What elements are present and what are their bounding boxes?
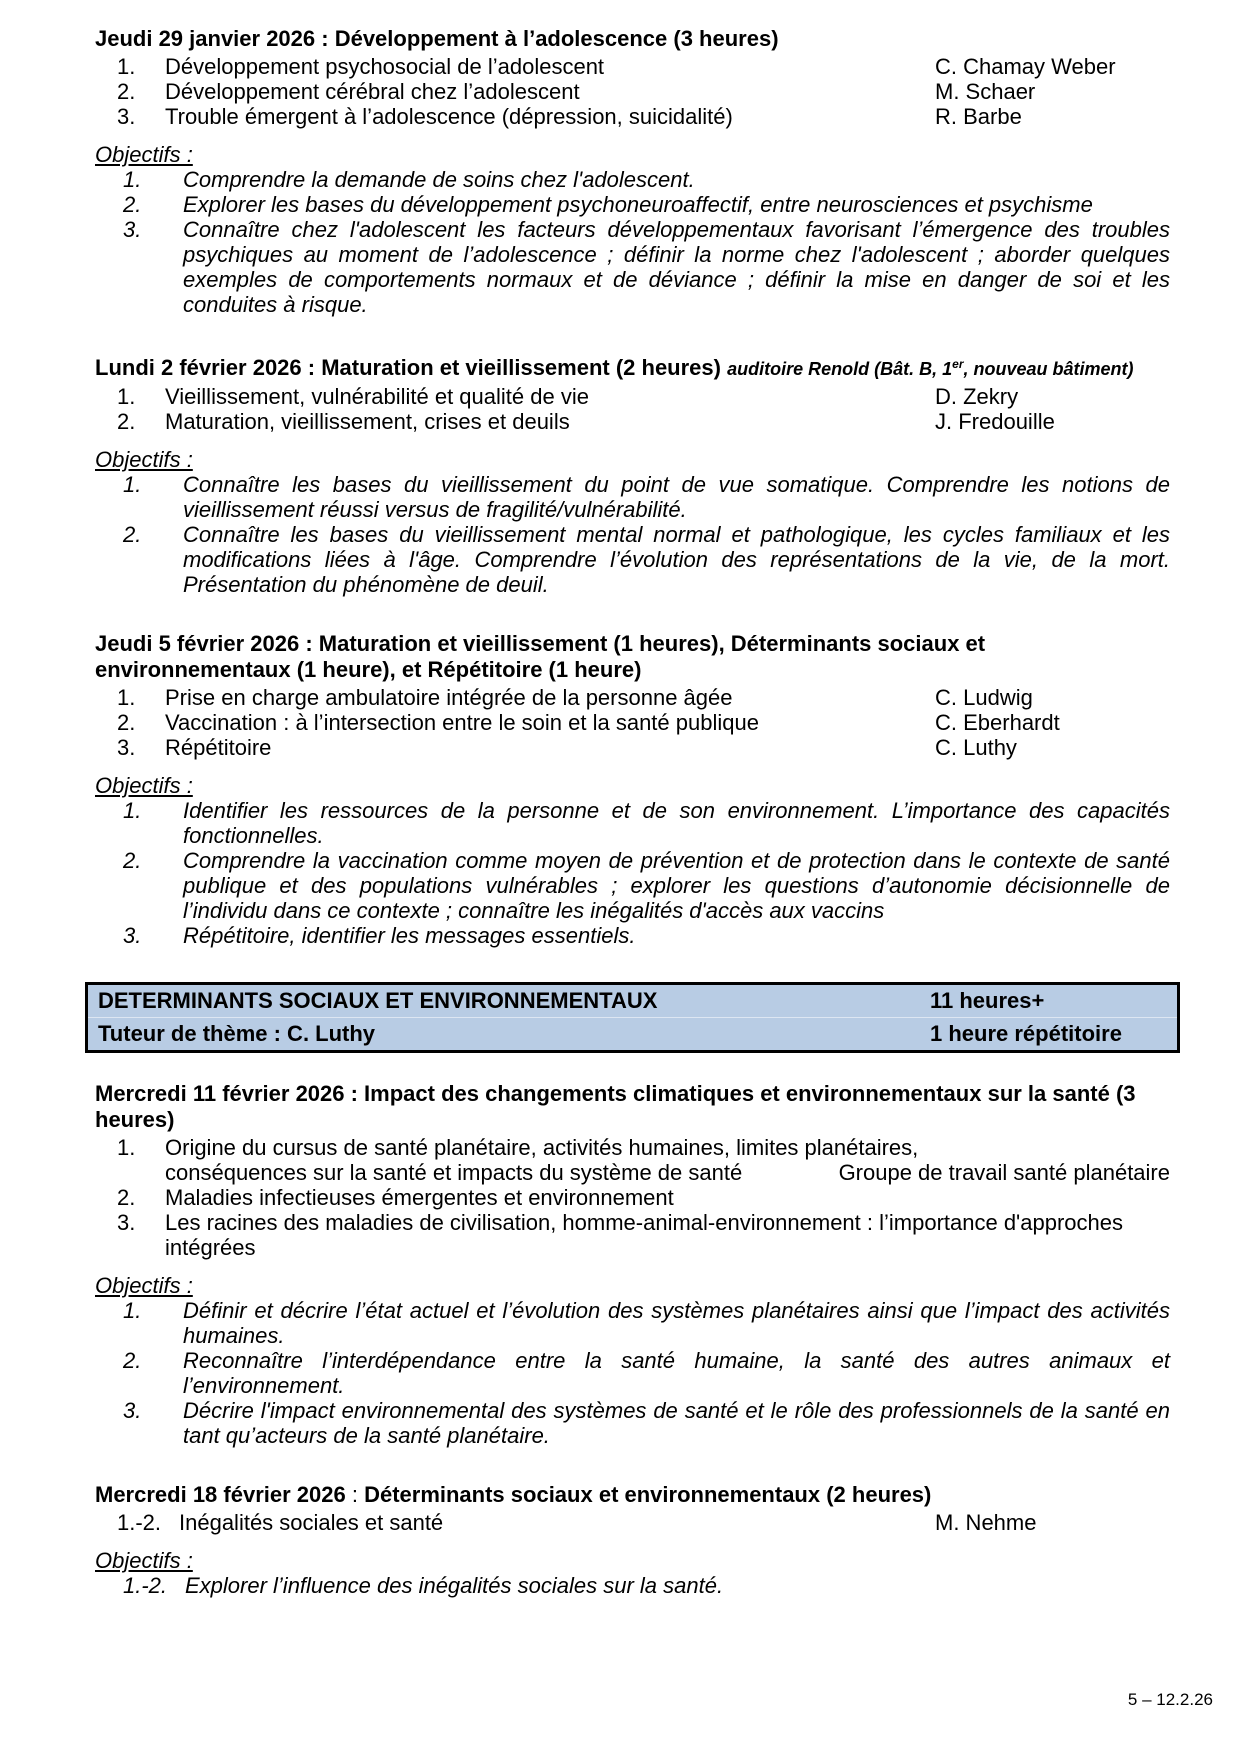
course-title-block (165, 1135, 1170, 1185)
course-row (95, 685, 1170, 710)
course-number: 1.-2. (117, 1510, 162, 1535)
course-row (95, 384, 1170, 409)
objective-text: Connaître chez l'adolescent les facteurs développementaux favorisant l’émergence des troubles psychiques au moment de l’adolescence ; définir la norme chez l'adolescent ; aborder quelques exemples de comportements normaux et de déviance ; définir la mise en danger de soi et les conduites à risque. (183, 217, 1170, 317)
course-number: 2. (117, 79, 136, 104)
session-2 (95, 351, 1170, 597)
course-title: Maladies infectieuses émergentes et environnement (165, 1185, 674, 1210)
objective-number: 2. (123, 192, 142, 217)
course-title: Les racines des maladies de civilisation, homme-animal-environnement : l’importance d'approches intégrées (165, 1210, 1123, 1260)
speaker-name: D. Zekry (935, 384, 1019, 409)
course-row (95, 1135, 1170, 1185)
objective-item (95, 217, 1170, 317)
note-superscript: er (952, 357, 964, 371)
session-heading-separator: : (345, 1482, 365, 1507)
objective-number: 3. (123, 1398, 142, 1423)
course-row (95, 710, 1170, 735)
objective-item (95, 1348, 1170, 1398)
course-title: Maturation, vieillissement, crises et deuils (165, 409, 570, 434)
theme-box-row (88, 1017, 1177, 1050)
objectifs-label: Objectifs : (95, 142, 193, 167)
session-heading-date: Mercredi 18 février 2026 (95, 1482, 346, 1507)
session-5 (95, 1482, 1170, 1598)
course-number: 3. (117, 1210, 136, 1235)
course-title: Développement cérébral chez l’adolescent (165, 79, 580, 104)
speaker-name: C. Luthy (935, 735, 1017, 760)
theme-title: DETERMINANTS SOCIAUX ET ENVIRONNEMENTAUX (98, 988, 658, 1013)
objective-item (95, 1298, 1170, 1348)
objective-text: Décrire l'impact environnemental des systèmes de santé et le rôle des professionnels de la santé en tant qu’acteurs de la santé planétaire. (183, 1398, 1170, 1448)
course-title: Vieillissement, vulnérabilité et qualité de vie (165, 384, 589, 409)
objectifs-label: Objectifs : (95, 773, 193, 798)
objective-number: 1. (123, 798, 142, 823)
course-title: Répétitoire (165, 735, 272, 760)
objective-number: 1. (123, 472, 142, 497)
objective-number: 3. (123, 217, 142, 242)
objective-item (95, 848, 1170, 923)
speaker-name: Groupe de travail santé planétaire (838, 1160, 1170, 1185)
objective-text: Comprendre la demande de soins chez l'adolescent. (183, 167, 695, 192)
course-number: 1. (117, 1135, 136, 1160)
session-heading (95, 351, 1170, 382)
objective-number: 2. (123, 848, 142, 873)
speaker-name: C. Eberhardt (935, 710, 1060, 735)
course-row (95, 79, 1170, 104)
objective-item (95, 167, 1170, 192)
course-number: 2. (117, 1185, 136, 1210)
objective-number: 1. (123, 1298, 142, 1323)
theme-hours: 11 heures+ (930, 988, 1045, 1013)
objective-text: Identifier les ressources de la personne et de son environnement. L’importance des capacités fonctionnelles. (183, 798, 1170, 848)
course-title: Développement psychosocial de l’adolescent (165, 54, 605, 79)
objective-text: Explorer l’influence des inégalités sociales sur la santé. (185, 1573, 724, 1598)
course-number: 3. (117, 735, 136, 760)
objective-number: 1.-2. (123, 1573, 168, 1598)
session-heading: Jeudi 29 janvier 2026 : Développement à l’adolescence (3 heures) (95, 26, 779, 51)
speaker-name: J. Fredouille (935, 409, 1055, 434)
objective-number: 2. (123, 1348, 142, 1373)
objective-text: Explorer les bases du développement psychoneuroaffectif, entre neurosciences et psychisme (183, 192, 1093, 217)
objective-text: Répétitoire, identifier les messages essentiels. (183, 923, 636, 948)
course-title: Inégalités sociales et santé (179, 1510, 444, 1535)
session-heading (95, 1482, 1170, 1508)
objective-text: Définir et décrire l’état actuel et l’évolution des systèmes planétaires ainsi que l’impact des activités humaines. (183, 1298, 1170, 1348)
course-row (95, 1185, 1170, 1210)
speaker-name: M. Schaer (935, 79, 1036, 104)
course-row (95, 1210, 1170, 1260)
objectifs-label: Objectifs : (95, 447, 193, 472)
objective-number: 2. (123, 522, 142, 547)
course-row (95, 1510, 1170, 1535)
theme-box-row (88, 985, 1177, 1017)
speaker-name: C. Chamay Weber (935, 54, 1116, 79)
objective-item (95, 1398, 1170, 1448)
session-heading-main: Lundi 2 février 2026 : Maturation et vieillissement (2 heures) (95, 355, 721, 380)
speaker-name: M. Nehme (935, 1510, 1037, 1535)
session-1 (95, 26, 1170, 317)
course-number: 1. (117, 54, 136, 79)
objective-item (95, 1573, 1170, 1598)
note-text: auditoire Renold (Bât. B, 1 (727, 359, 953, 379)
objective-item (95, 472, 1170, 522)
course-row (95, 104, 1170, 129)
theme-tutor: Tuteur de thème : C. Luthy (98, 1021, 376, 1046)
objective-number: 1. (123, 167, 142, 192)
speaker-name: C. Ludwig (935, 685, 1033, 710)
course-number: 2. (117, 710, 136, 735)
theme-box (85, 982, 1180, 1053)
course-title-continued: conséquences sur la santé et impacts du système de santé (165, 1160, 743, 1185)
course-number: 1. (117, 384, 136, 409)
course-number: 3. (117, 104, 136, 129)
course-title-line: Origine du cursus de santé planétaire, activités humaines, limites planétaires, (165, 1135, 919, 1160)
note-text: , nouveau bâtiment) (963, 359, 1134, 379)
objective-item (95, 923, 1170, 948)
speaker-name: R. Barbe (935, 104, 1022, 129)
course-title: Trouble émergent à l’adolescence (dépression, suicidalité) (165, 104, 733, 129)
session-4 (95, 1081, 1170, 1448)
objective-text: Connaître les bases du vieillissement mental normal et pathologique, les cycles familiaux et les modifications liées à l'âge. Comprendre l’évolution des représentations de la vie, de la mort. Présentation du phénomène de deuil. (183, 522, 1170, 597)
course-row (95, 54, 1170, 79)
session-heading-rest: Déterminants sociaux et environnementaux (2 heures) (364, 1482, 932, 1507)
course-title: Vaccination : à l’intersection entre le soin et la santé publique (165, 710, 759, 735)
course-number: 2. (117, 409, 136, 434)
objectifs-label: Objectifs : (95, 1273, 193, 1298)
theme-hours-extra: 1 heure répétitoire (930, 1021, 1122, 1046)
objective-number: 3. (123, 923, 142, 948)
objective-item (95, 522, 1170, 597)
objective-text: Reconnaître l’interdépendance entre la santé humaine, la santé des autres animaux et l’environnement. (183, 1348, 1170, 1398)
session-heading: Mercredi 11 février 2026 : Impact des changements climatiques et environnementaux sur la santé (3 heures) (95, 1081, 1136, 1132)
course-title: Prise en charge ambulatoire intégrée de la personne âgée (165, 685, 733, 710)
course-row (95, 409, 1170, 434)
session-location-note (727, 359, 1133, 379)
course-number: 1. (117, 685, 136, 710)
course-row (95, 735, 1170, 760)
objective-text: Comprendre la vaccination comme moyen de prévention et de protection dans le contexte de santé publique et des populations vulnérables ; explorer les questions d’autonomie décisionnelle de l’individu dans ce contexte ; connaître les inégalités d'accès aux vaccins (183, 848, 1170, 923)
session-3 (95, 631, 1170, 948)
objective-item (95, 798, 1170, 848)
session-heading: Jeudi 5 février 2026 : Maturation et vieillissement (1 heures), Déterminants sociaux et environnementaux (1 heure), et Répétitoire (1 heure) (95, 631, 986, 682)
course-title-line (165, 1160, 1170, 1185)
page-footer: 5 – 12.2.26 (1127, 1690, 1213, 1709)
objectifs-label: Objectifs : (95, 1548, 193, 1573)
objective-item (95, 192, 1170, 217)
objective-text: Connaître les bases du vieillissement du point de vue somatique. Comprendre les notions de vieillissement réussi versus de fragilité/vulnérabilité. (183, 472, 1170, 522)
